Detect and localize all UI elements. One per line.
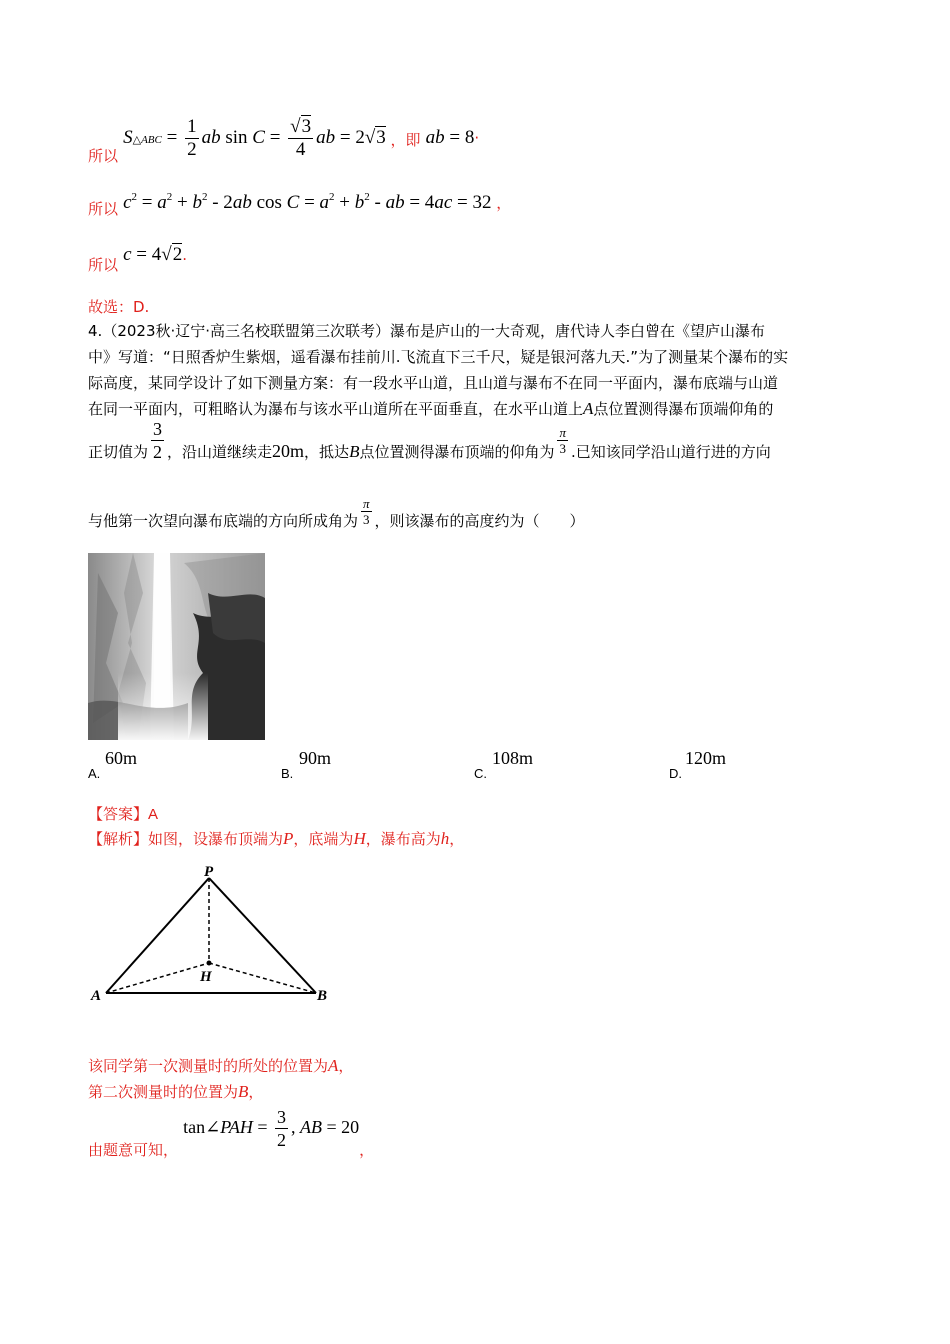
step-text: ，	[338, 1057, 354, 1075]
label-a: A	[91, 988, 102, 1004]
step-text: 第二次测量时的位置为	[88, 1083, 239, 1101]
option-value: 108m	[492, 748, 534, 768]
analysis-line	[88, 828, 464, 849]
previous-answer: 故选：D.	[88, 298, 150, 316]
options-row	[88, 748, 868, 784]
option-value: 120m	[685, 748, 727, 768]
step-text: ，	[248, 1083, 264, 1101]
solution-prefix: 所以	[88, 256, 119, 274]
c-value-formula: c = 4√2	[123, 244, 183, 265]
step-1	[88, 1055, 353, 1076]
point-label: A	[328, 1056, 339, 1075]
step-2	[88, 1081, 263, 1102]
question-source: （2023秋·辽宁·高三名校联盟第三次联考）	[102, 322, 391, 340]
edge-hb	[209, 963, 316, 993]
question-text: .已知该同学沿山道行进的方向	[570, 443, 771, 461]
question-line-1	[88, 318, 868, 344]
point-label: B	[349, 442, 360, 461]
solution-sep: ，即	[390, 130, 421, 149]
question-line-5	[88, 418, 771, 463]
solution-line-c	[88, 244, 187, 274]
solution-period: .	[182, 246, 187, 264]
question-text: 与他第一次望向瀑布底端的方向所成角为	[88, 512, 359, 530]
point-h	[207, 961, 212, 966]
height-label: h	[440, 829, 450, 848]
analysis-text: ，底端为	[293, 830, 354, 848]
option-letter: B.	[281, 766, 294, 781]
point-label: A	[583, 399, 594, 418]
step-text: ，	[359, 1140, 375, 1159]
question-text: ，则该瀑布的高度约为（ ）	[374, 512, 585, 530]
question-text: ，抵达	[304, 443, 350, 461]
question-number: 4.	[88, 322, 103, 340]
question-text: ，沿山道继续走	[167, 443, 273, 461]
point-label: P	[283, 829, 294, 848]
option-letter: A.	[88, 766, 101, 781]
angle-fraction: $\frac{\pi}{3}$	[559, 425, 566, 456]
question-text: 点位置测得瀑布顶端仰角的	[593, 400, 774, 418]
solution-prefix: 所以	[88, 200, 119, 218]
question-text: 在同一平面内，可粗略认为瀑布与该水平山道所在平面垂直，在水平山道上	[88, 400, 584, 418]
question-text: 瀑布是庐山的一大奇观，唐代诗人李白曾在《望庐山瀑布	[390, 322, 766, 340]
analysis-label: 【解析】	[88, 830, 149, 848]
ab-value-formula: ab = 8	[425, 126, 475, 148]
area-formula: S△ABC = $\frac{1}{2}$ ab sin C = $\frac{√3}{4}$ ab = 2√3	[123, 116, 386, 160]
solution-prefix: 所以	[88, 146, 119, 165]
edge-pb	[209, 878, 316, 993]
angle-fraction: $\frac{\pi}{3}$	[363, 496, 370, 527]
answer-label: 【答案】	[88, 805, 149, 823]
distance-value: 20m	[272, 441, 305, 461]
option-value: 60m	[105, 748, 138, 768]
question-line-3: 际高度，某同学设计了如下测量方案：有一段水平山道，且山道与瀑布不在同一平面内，瀑布底端与山道	[88, 374, 779, 392]
solution-comma: ，	[496, 194, 512, 212]
step-text: 该同学第一次测量时的所处的位置为	[88, 1057, 329, 1075]
tan-fraction: $\frac{3}{2}$	[153, 419, 163, 462]
analysis-text: 如图，设瀑布顶端为	[148, 830, 284, 848]
label-p: P	[204, 864, 214, 880]
step-3	[88, 1106, 375, 1159]
question-line-6	[88, 496, 585, 530]
option-value: 90m	[299, 748, 332, 768]
geometry-diagram	[86, 862, 336, 1012]
question-text: 点位置测得瀑布顶端的仰角为	[359, 443, 555, 461]
label-h: H	[200, 969, 212, 985]
option-letter: D.	[669, 766, 682, 781]
option-letter: C.	[474, 766, 487, 781]
question-text: 正切值为	[88, 443, 149, 461]
edge-pa	[106, 878, 209, 993]
edge-ah	[106, 963, 209, 993]
tan-formula: tan∠PAH = $\frac{3}{2}$ , AB = 20	[183, 1107, 360, 1150]
step-text: 由题意可知，	[88, 1140, 179, 1159]
answer-value: A	[148, 806, 159, 823]
point-label: B	[238, 1082, 249, 1101]
solution-line-cosine	[88, 191, 512, 218]
solution-dot: ·	[474, 128, 480, 147]
label-b: B	[317, 988, 328, 1004]
waterfall-photo	[88, 553, 265, 740]
point-label: H	[353, 829, 366, 848]
analysis-text: ，	[449, 830, 465, 848]
answer-line	[88, 803, 158, 824]
analysis-text: ，瀑布高为	[365, 830, 441, 848]
question-4	[88, 318, 868, 422]
solution-line-area	[88, 116, 480, 165]
question-line-2: 中》写道：“日照香炉生紫烟，遥看瀑布挂前川.飞流直下三千尺，疑是银河落九天.”为了测量某个瀑布的实	[88, 348, 789, 366]
cosine-law-formula: $c^2 = a^2 + b^2 - 2ab$ $\cos C = a^2 + b^2$ - ab = 4ac = 32	[123, 191, 497, 213]
